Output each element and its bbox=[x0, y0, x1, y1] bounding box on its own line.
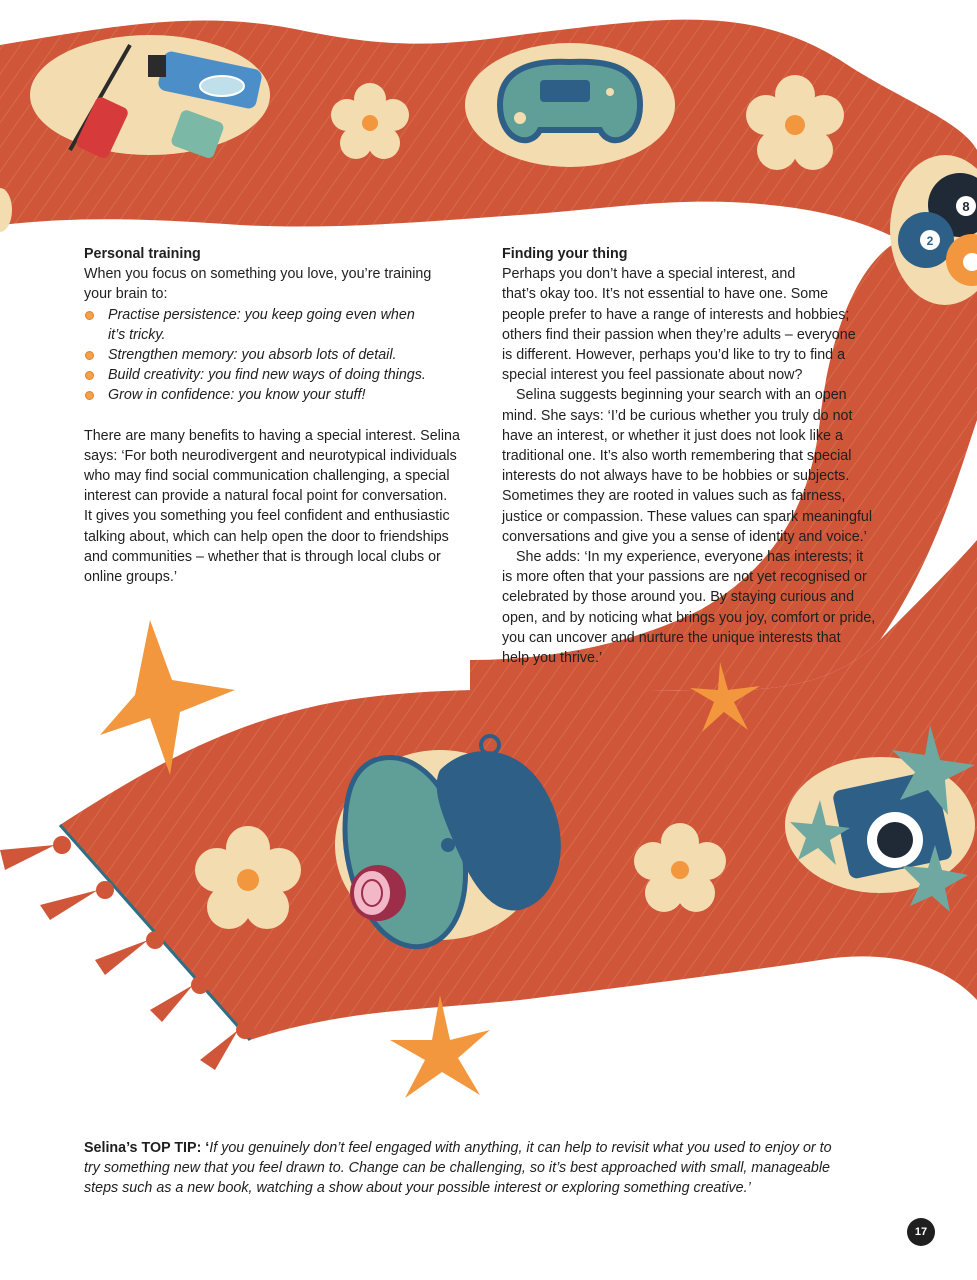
list-item: Build creativity: you find new ways of doing things. bbox=[84, 365, 484, 385]
benefits-paragraph: There are many benefits to having a special interest. Selina says: ‘For both neurodivergent and neurotypical individuals who may find social communication challenging, a special interest can provide a natural focal point for conversation. It gives you something you feel confident and enthusiastic talking about, which can help open the door to friendships and communities – whether that is through local clubs or online groups.’ bbox=[84, 427, 460, 586]
page-number: 17 bbox=[907, 1218, 935, 1246]
intro-line: When you focus on something you love, you’re training bbox=[84, 266, 432, 283]
paragraph-1: Perhaps you don’t have a special interest, and that’s okay too. It’s not essential to have one. Some people prefer to have a range of interests and hobbies; others find their passion when they’re adults – everyone is different. However, perhaps you’d like to try to find a special interest you feel passionate about now? bbox=[502, 266, 856, 384]
top-tip-label: Selina’s TOP TIP: ‘ bbox=[84, 1140, 210, 1156]
list-item: Strengthen memory: you absorb lots of detail. bbox=[84, 345, 484, 365]
top-tip: Selina’s TOP TIP: ‘If you genuinely don’t feel engaged with anything, it can help to revisit what you used to enjoy or to try something new that you feel drawn to. Change can be challenging, so it’s best approached with small, manageable steps such as a new book, watching a show about your possible interest or exploring something creative.’ bbox=[84, 1140, 832, 1197]
svg-text:8: 8 bbox=[962, 199, 970, 214]
bullet-icon bbox=[85, 351, 94, 360]
paragraph-2: Selina suggests beginning your search with an open mind. She says: ‘I’d be curious whether you truly do not have an interest, or whether it just does not look like a traditional one. It’s also worth remembering that special interests do not always have to be hobbies or subjects. Sometimes they are rooted in values such as fairness, justice or compassion. These values can spark meaningful conversations and give you a sense of identity and voice.’ bbox=[502, 387, 873, 545]
section-heading: Personal training bbox=[84, 246, 201, 262]
list-item: Practise persistence: you keep going even when it’s tricky. bbox=[84, 305, 484, 345]
paragraph-3: She adds: ‘In my experience, everyone has interests; it is more often that your passions are not yet recognised or celebrated by those around you. By staying curious and open, and by noticing what brings you joy, comfort or pride, you can uncover and nurture the unique interests that help you thrive.’ bbox=[502, 549, 876, 667]
section-heading: Finding your thing bbox=[502, 246, 628, 262]
bullet-icon bbox=[85, 311, 94, 320]
bullet-icon bbox=[85, 371, 94, 380]
column-finding-your-thing bbox=[502, 244, 902, 668]
svg-text:2: 2 bbox=[926, 234, 934, 248]
bullet-icon bbox=[85, 391, 94, 400]
list-item: Grow in confidence: you know your stuff! bbox=[84, 385, 484, 405]
intro-line: your brain to: bbox=[84, 286, 168, 303]
star-icon bbox=[390, 995, 490, 1098]
onion-icon bbox=[350, 865, 406, 921]
game-controller-icon bbox=[500, 62, 640, 140]
column-personal-training bbox=[84, 244, 484, 587]
benefits-list bbox=[84, 305, 484, 406]
